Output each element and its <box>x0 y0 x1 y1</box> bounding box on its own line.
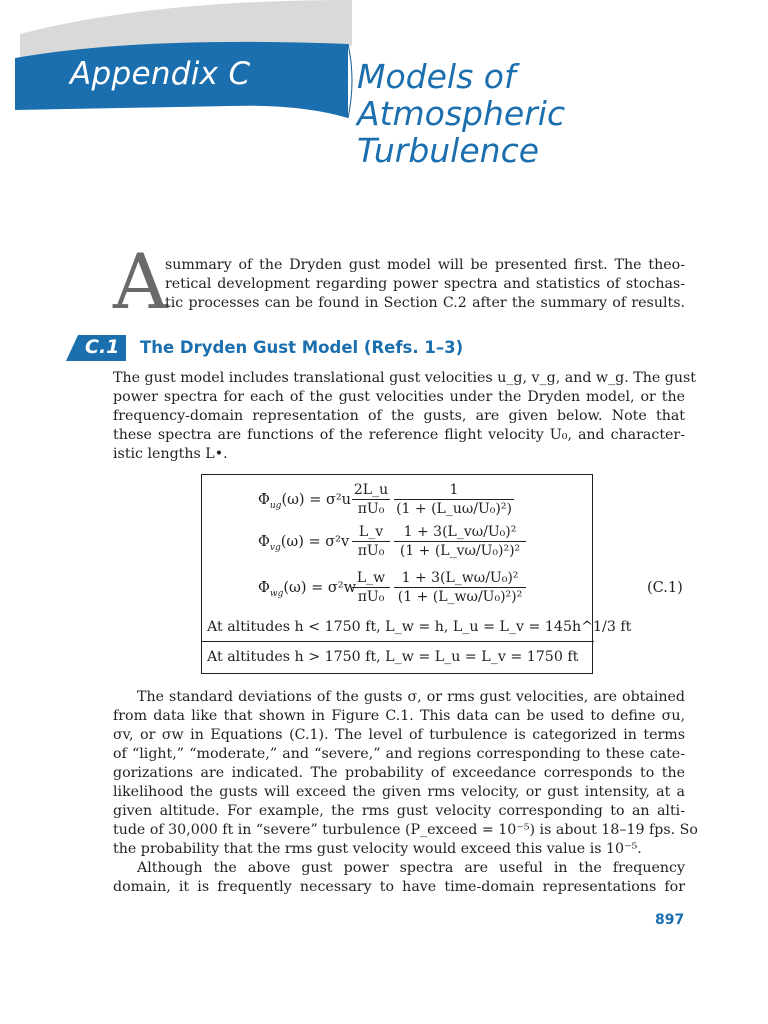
altitude-condition-low: At altitudes h < 1750 ft, L_w = h, L_u = L_v = 145h^1/3 ft <box>207 619 632 635</box>
equation-row <box>202 523 594 563</box>
paragraph-line: likelihood the gusts will exceed the given rms velocity, or gust intensity, at a <box>113 784 685 800</box>
appendix-label: Appendix C <box>70 56 251 92</box>
paragraph-line: domain, it is frequently necessary to have time-domain representations for <box>113 879 685 895</box>
section-title: The Dryden Gust Model (Refs. 1–3) <box>140 338 464 357</box>
paragraph-line: σv, or σw in Equations (C.1). The level of turbulence is categorized in terms <box>113 727 685 743</box>
fraction: L_v πU₀ <box>352 523 390 560</box>
paragraph-line: The gust model includes translational gust velocities u_g, v_g, and w_g. The gust <box>113 370 696 386</box>
equation-lhs: $\Phi_{vg}(\omega) = \sigma^2v$ <box>258 534 350 553</box>
intro-line: tic processes can be found in Section C.2 after the summary of results. <box>165 295 685 311</box>
divider <box>202 641 594 642</box>
paragraph-line: from data like that shown in Figure C.1. This data can be used to define σu, <box>113 708 685 724</box>
paragraph-line: The standard deviations of the gusts σ, or rms gust velocities, are obtained <box>137 689 685 705</box>
paragraph-line: gorizations are indicated. The probability of exceedance corresponds to the <box>113 765 685 781</box>
equation-row <box>202 569 594 609</box>
equation-box <box>201 474 632 674</box>
fraction: 1 + 3(L_vω/U₀)² (1 + (L_vω/U₀)²)² <box>394 523 526 560</box>
equation-label: (C.1) <box>647 580 683 596</box>
paragraph-line: given altitude. For example, the rms gust velocity corresponding to an alti- <box>113 803 685 819</box>
paragraph-line: frequency-domain representation of the gusts, are given below. Note that <box>113 408 685 424</box>
chapter-title <box>357 58 565 169</box>
paragraph-line: power spectra for each of the gust velocities under the Dryden model, or the <box>113 389 685 405</box>
fraction: 1 (1 + (L_uω/U₀)²) <box>394 481 514 518</box>
equation-lhs: $\Phi_{wg}(\omega) = \sigma^2w$ <box>258 580 356 599</box>
paragraph-line: Although the above gust power spectra are useful in the frequency <box>137 860 685 876</box>
chapter-title-line: Turbulence <box>357 131 540 170</box>
paragraph-1 <box>113 369 696 464</box>
equation-lhs: $\Phi_{ug}(\omega) = \sigma^2u$ <box>258 492 352 511</box>
paragraph-line: the probability that the rms gust velocity would exceed this value is 10⁻⁵. <box>113 841 642 857</box>
paragraph-line: of “light,” “moderate,” and “severe,” and regions corresponding to these cate- <box>113 746 685 762</box>
page-number: 897 <box>655 912 685 928</box>
paragraph-2 <box>113 688 698 897</box>
fraction: 1 + 3(L_wω/U₀)² (1 + (L_wω/U₀)²)² <box>394 569 526 606</box>
paragraph-line: tude of 30,000 ft in “severe” turbulence (P_exceed = 10⁻⁵) is about 18–19 fps. So <box>113 822 698 838</box>
drop-cap: A <box>113 237 168 326</box>
section-number: C.1 <box>85 336 120 358</box>
chapter-title-line: Models of <box>357 57 516 96</box>
paragraph-line: these spectra are functions of the reference flight velocity U₀, and character- <box>113 427 685 443</box>
fraction: 2L_u πU₀ <box>353 482 389 517</box>
intro-line: summary of the Dryden gust model will be presented first. The theo- <box>165 257 685 273</box>
paragraph-line: istic lengths L•. <box>113 446 228 462</box>
fraction: L_w πU₀ <box>352 569 390 606</box>
chapter-title-line: Atmospheric <box>357 94 566 133</box>
intro-line: retical development regarding power spectra and statistics of stochas- <box>165 276 685 292</box>
altitude-condition-high: At altitudes h > 1750 ft, L_w = L_u = L_v = 1750 ft <box>207 649 579 665</box>
equation-row <box>202 481 594 521</box>
